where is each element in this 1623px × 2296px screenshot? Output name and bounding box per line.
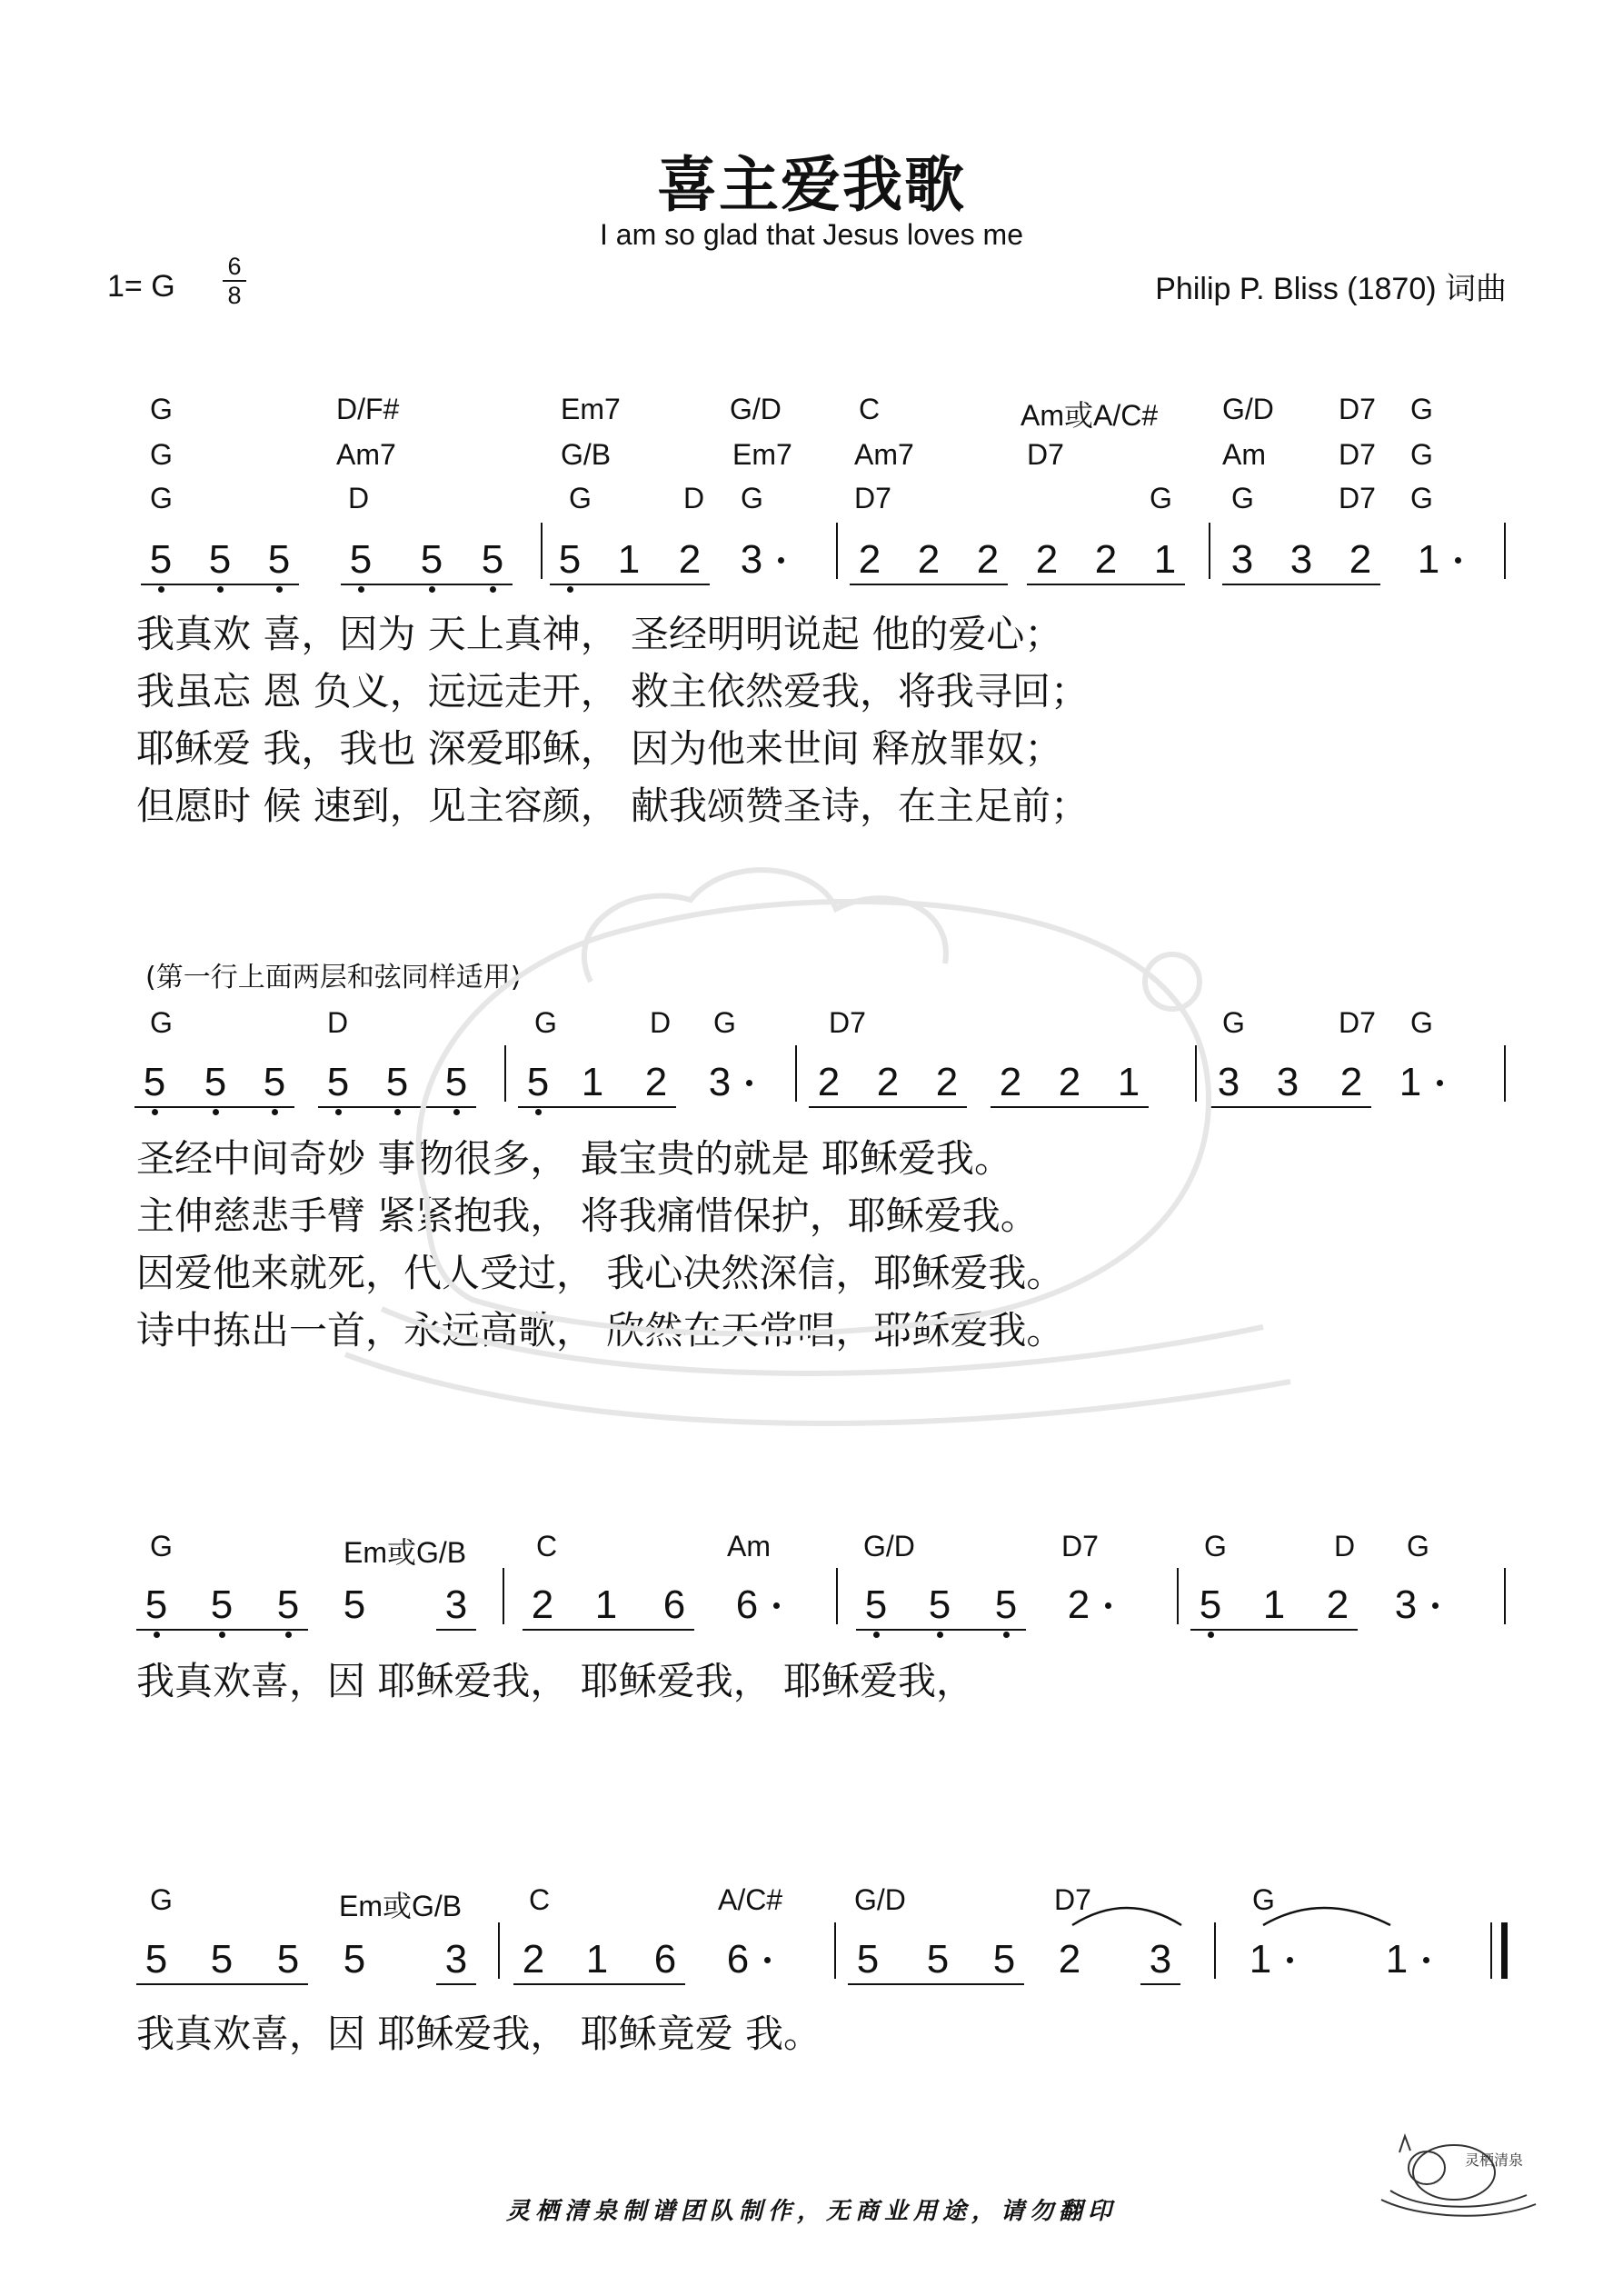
note-digit: 2: [1349, 537, 1372, 582]
lyric-line: 诗中拣出一首，永远高歌， 欣然在天常唱，耶稣爱我。: [136, 1308, 1065, 1353]
note-digit: 2: [1058, 1937, 1081, 1982]
chord-symbol: G: [741, 482, 763, 514]
note-digit: 1: [1399, 1060, 1422, 1104]
note-digit: 6: [653, 1937, 677, 1982]
lyric-line: 因爱他来就死，代人受过， 我心决然深信，耶稣爱我。: [136, 1251, 1065, 1295]
chord-symbol: G: [150, 438, 173, 471]
chord-symbol: Em或G/B: [339, 1890, 463, 1922]
note-digit: 3: [1149, 1937, 1172, 1982]
chord-symbol: G: [150, 1530, 173, 1562]
chord-symbol: G/D: [863, 1530, 915, 1562]
chord-symbol: D: [683, 482, 705, 514]
chord-symbol: G/D: [854, 1883, 906, 1916]
chord-symbol: Am7: [854, 438, 914, 471]
footer-credit: 灵栖清泉制谱团队制作，无商业用途，请勿翻印: [505, 2198, 1117, 2225]
chord-symbol: G: [150, 1006, 173, 1039]
note-digit: 2: [1094, 537, 1118, 582]
note-digit: 5: [444, 1060, 468, 1104]
note-digit: 5: [208, 537, 232, 582]
note-digit: 3: [1394, 1582, 1418, 1627]
lyric-line: 我真欢喜，因 耶稣爱我， 耶稣竟爱 我。: [136, 2011, 822, 2056]
chord-symbol: Am: [1222, 438, 1266, 471]
lyric-line: 我真欢喜，因 耶稣爱我， 耶稣爱我， 耶稣爱我，: [136, 1659, 975, 1703]
chord-symbol: G/D: [730, 393, 782, 425]
chord-symbol: Em或G/B: [344, 1536, 467, 1569]
note-digit: 3: [708, 1060, 732, 1104]
note-digit: 5: [928, 1582, 951, 1627]
chord-symbol: A/C#: [718, 1883, 783, 1916]
lyric-line: 我虽忘 恩 负义，远远走开， 救主依然爱我，将我寻回；: [136, 669, 1090, 714]
logo-sheep-icon: [1381, 2136, 1536, 2216]
chord-symbol: G/B: [561, 438, 612, 471]
chord-symbol: G: [1252, 1883, 1275, 1916]
note-digit: 3: [1230, 537, 1254, 582]
chord-symbol: G: [1410, 482, 1433, 514]
note-digit: 5: [349, 537, 373, 582]
note-digit: 2: [858, 537, 881, 582]
note-digit: 5: [263, 1060, 286, 1104]
note-digit: 5: [276, 1582, 300, 1627]
note-digit: 6: [726, 1937, 750, 1982]
note-digit: 5: [149, 537, 173, 582]
note-digit: 5: [992, 1937, 1016, 1982]
note-digit: 5: [481, 537, 504, 582]
note-digit: 2: [1067, 1582, 1090, 1627]
chord-symbol: G: [1407, 1530, 1429, 1562]
note-digit: 5: [144, 1937, 168, 1982]
note-digit: 2: [531, 1582, 554, 1627]
note-digit: 5: [343, 1582, 366, 1627]
chord-symbol: D7: [1339, 1006, 1376, 1039]
note-digit: 5: [210, 1582, 234, 1627]
chord-symbol: D7: [1027, 438, 1064, 471]
note-digit: 5: [210, 1937, 234, 1982]
lyric-line: 圣经中间奇妙 事物很多， 最宝贵的就是 耶稣爱我。: [136, 1136, 1013, 1181]
chord-symbol: G: [1410, 1006, 1433, 1039]
chord-symbol: G: [150, 1883, 173, 1916]
note-digit: 5: [343, 1937, 366, 1982]
chord-symbol: D: [650, 1006, 672, 1039]
lyric-line: 耶稣爱 我，我也 深爱耶稣， 因为他来世间 释放罪奴；: [136, 726, 1063, 771]
note-digit: 5: [420, 537, 443, 582]
note-digit: 3: [1217, 1060, 1240, 1104]
chord-symbol: D7: [1339, 482, 1376, 514]
note-digit: 6: [735, 1582, 759, 1627]
note-digit: 3: [444, 1582, 468, 1627]
chord-symbol: G: [150, 393, 173, 425]
chord-symbol: D7: [1339, 438, 1376, 471]
note-digit: 2: [817, 1060, 841, 1104]
chord-symbol: G: [1231, 482, 1254, 514]
note-digit: 5: [994, 1582, 1018, 1627]
lyric-line: 主伸慈悲手臂 紧紧抱我， 将我痛惜保护，耶稣爱我。: [136, 1193, 1039, 1238]
note-digit: 2: [1326, 1582, 1349, 1627]
note-digit: 1: [1417, 537, 1440, 582]
lyric-line: 但愿时 候 速到，见主容颜， 献我颂赞圣诗，在主足前；: [136, 784, 1090, 828]
note-digit: 5: [143, 1060, 166, 1104]
note-digit: 5: [1199, 1582, 1222, 1627]
chord-symbol: D7: [854, 482, 891, 514]
note-digit: 1: [594, 1582, 618, 1627]
watermark-sheep-icon: [345, 870, 1290, 1423]
note-digit: 2: [522, 1937, 545, 1982]
note-digit: 5: [326, 1060, 350, 1104]
note-digit: 5: [385, 1060, 409, 1104]
key-signature: 1= G: [107, 269, 175, 304]
logo-text: 灵栖清泉: [1465, 2151, 1524, 2169]
note-digit: 5: [856, 1937, 880, 1982]
note-digit: 5: [926, 1937, 950, 1982]
chord-symbol: G: [1204, 1530, 1227, 1562]
chord-symbol: C: [859, 393, 881, 425]
note-digit: 2: [917, 537, 941, 582]
note-digit: 5: [864, 1582, 888, 1627]
note-digit: 5: [204, 1060, 227, 1104]
tie-slur: [1263, 1908, 1390, 1925]
song-subtitle: I am so glad that Jesus loves me: [600, 218, 1023, 251]
note-digit: 2: [644, 1060, 668, 1104]
chord-symbol: D7: [1061, 1530, 1099, 1562]
chord-symbol: C: [529, 1883, 551, 1916]
note-digit: 1: [1153, 537, 1177, 582]
chord-symbol: G: [150, 482, 173, 514]
note-digit: 2: [876, 1060, 900, 1104]
chord-symbol: G: [569, 482, 592, 514]
note-digit: 1: [581, 1060, 604, 1104]
note-digit: 3: [1289, 537, 1313, 582]
chord-symbol: G: [1150, 482, 1172, 514]
note-digit: 2: [1058, 1060, 1081, 1104]
note-digit: 3: [740, 537, 763, 582]
note-digit: 1: [1117, 1060, 1140, 1104]
note-digit: 1: [617, 537, 641, 582]
chord-symbol: D: [1334, 1530, 1356, 1562]
chord-symbol: D7: [829, 1006, 866, 1039]
lyric-line: 我真欢 喜，因为 天上真神， 圣经明明说起 他的爱心；: [136, 612, 1063, 656]
note-digit: 1: [1249, 1937, 1272, 1982]
tie-slur: [1072, 1908, 1181, 1925]
chord-symbol: G: [1222, 1006, 1245, 1039]
note-digit: 2: [999, 1060, 1022, 1104]
chord-symbol: D: [327, 1006, 349, 1039]
chord-symbol: Am或A/C#: [1021, 399, 1159, 432]
time-sig-top: 6: [227, 253, 242, 280]
chord-symbol: G: [1410, 393, 1433, 425]
note-digit: 5: [267, 537, 291, 582]
chord-symbol: Em7: [732, 438, 792, 471]
chord-note: (第一行上面两层和弦同样适用): [145, 962, 522, 993]
chord-symbol: Em7: [561, 393, 621, 425]
chord-symbol: C: [536, 1530, 558, 1562]
note-digit: 2: [1339, 1060, 1363, 1104]
chord-symbol: G: [534, 1006, 557, 1039]
note-digit: 5: [526, 1060, 550, 1104]
note-digit: 6: [662, 1582, 686, 1627]
note-digit: 2: [976, 537, 1000, 582]
note-digit: 1: [1262, 1582, 1286, 1627]
chord-symbol: G: [713, 1006, 736, 1039]
note-digit: 5: [558, 537, 582, 582]
chord-symbol: Am: [727, 1530, 771, 1562]
chord-symbol: D7: [1339, 393, 1376, 425]
note-digit: 5: [276, 1937, 300, 1982]
note-digit: 1: [585, 1937, 609, 1982]
chord-symbol: Am7: [336, 438, 396, 471]
note-digit: 3: [1276, 1060, 1299, 1104]
chord-symbol: D7: [1054, 1883, 1091, 1916]
note-digit: 2: [935, 1060, 959, 1104]
chord-symbol: G/D: [1222, 393, 1274, 425]
note-digit: 3: [444, 1937, 468, 1982]
chord-symbol: G: [1410, 438, 1433, 471]
note-digit: 1: [1385, 1937, 1409, 1982]
note-digit: 2: [1035, 537, 1059, 582]
note-digit: 2: [678, 537, 702, 582]
song-title: 喜主爱我歌: [657, 150, 966, 220]
time-sig-bottom: 8: [227, 282, 242, 309]
chord-symbol: D: [348, 482, 370, 514]
note-digit: 5: [144, 1582, 168, 1627]
chord-symbol: D/F#: [336, 393, 400, 425]
composer-credit: Philip P. Bliss (1870) 词曲: [1155, 272, 1507, 306]
